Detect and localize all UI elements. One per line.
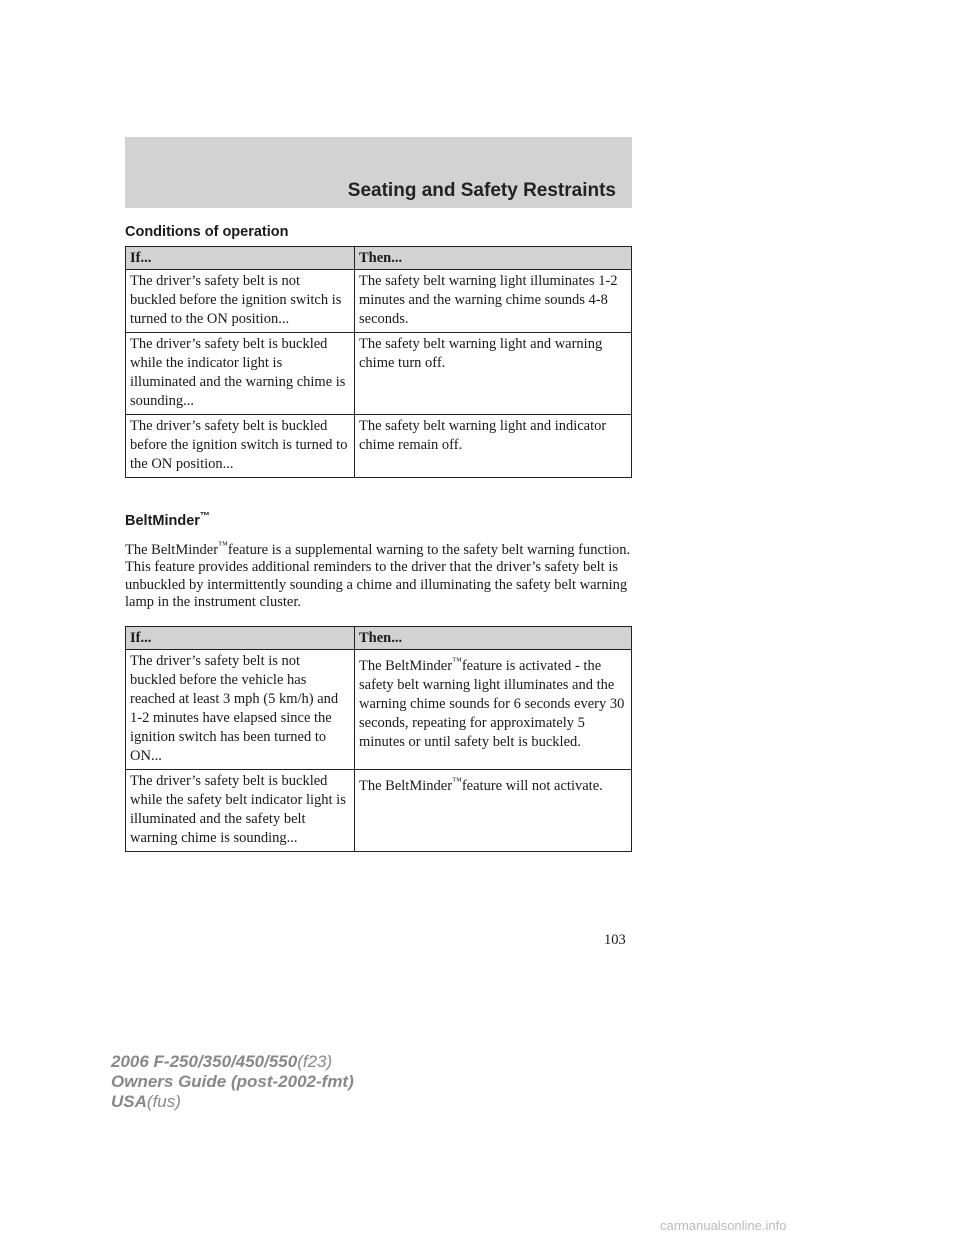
trademark-symbol: ™: [452, 656, 462, 667]
then-start: The BeltMinder: [359, 657, 453, 674]
col-header-if: If...: [126, 627, 355, 650]
then-rest: feature will not activate.: [461, 777, 603, 794]
table-row: [126, 333, 632, 415]
table-header-row: [126, 627, 632, 650]
cell-then: [355, 770, 632, 852]
then-start: The BeltMinder: [359, 777, 453, 794]
footer-line-1: [111, 1052, 354, 1072]
trademark-symbol: ™: [452, 776, 462, 787]
para-rest: feature is a supplemental warning to the safety belt warning function. This feature provides additional reminders to the driver that the driver’s safety belt is unbuckled by intermittently sounding a chime and illuminating the safety belt warning lamp in the instrument cluster.: [125, 541, 631, 611]
page-number: 103: [604, 932, 626, 948]
conditions-heading: Conditions of operation: [125, 224, 289, 240]
trademark-symbol: ™: [218, 540, 228, 551]
table-row: [126, 650, 632, 770]
cell-if: The driver’s safety belt is buckled before the ignition switch is turned to the ON position...: [126, 415, 355, 478]
cell-if: The driver’s safety belt is not buckled before the vehicle has reached at least 3 mph (5 km/h) and 1-2 minutes have elapsed since the ignition switch has been turned to ON...: [126, 650, 355, 770]
para-start: The BeltMinder: [125, 541, 219, 558]
table-row: [126, 770, 632, 852]
col-header-then: Then...: [355, 627, 632, 650]
col-header-then: Then...: [355, 247, 632, 270]
footer: [111, 1052, 354, 1112]
cell-if: The driver’s safety belt is buckled while the safety belt indicator light is illuminated and the safety belt warning chime is sounding...: [126, 770, 355, 852]
table-row: [126, 415, 632, 478]
header-band: [125, 137, 632, 208]
beltminder-table: [125, 626, 632, 852]
cell-if: The driver’s safety belt is not buckled before the ignition switch is turned to the ON position...: [126, 270, 355, 333]
footer-line-3: [111, 1092, 354, 1112]
cell-then: The safety belt warning light and indicator chime remain off.: [355, 415, 632, 478]
cell-then: The safety belt warning light illuminates 1-2 minutes and the warning chime sounds 4-8 seconds.: [355, 270, 632, 333]
conditions-table: [125, 246, 632, 478]
footer-model: 2006 F-250/350/450/550: [111, 1052, 298, 1071]
watermark: carmanualsonline.info: [660, 1218, 787, 1233]
table-header-row: [126, 247, 632, 270]
beltminder-heading-text: BeltMinder: [125, 512, 200, 529]
col-header-if: If...: [126, 247, 355, 270]
footer-line-2: Owners Guide (post-2002-fmt): [111, 1072, 354, 1091]
trademark-symbol: ™: [199, 511, 210, 522]
cell-then: The safety belt warning light and warning chime turn off.: [355, 333, 632, 415]
beltminder-heading: [125, 511, 210, 529]
footer-region: USA: [111, 1092, 147, 1111]
cell-then: [355, 650, 632, 770]
footer-model-code: (f23): [297, 1052, 333, 1071]
beltminder-description: [125, 537, 640, 612]
section-title: Seating and Safety Restraints: [347, 180, 616, 201]
table-row: [126, 270, 632, 333]
cell-if: The driver’s safety belt is buckled while the indicator light is illuminated and the warning chime is sounding...: [126, 333, 355, 415]
then-rest: feature is activated - the safety belt warning light illuminates and the warning chime sounds for 6 seconds every 30 seconds, repeating for approximately 5 minutes or until safety belt is buckled.: [359, 657, 625, 750]
footer-region-code: (fus): [146, 1092, 181, 1111]
